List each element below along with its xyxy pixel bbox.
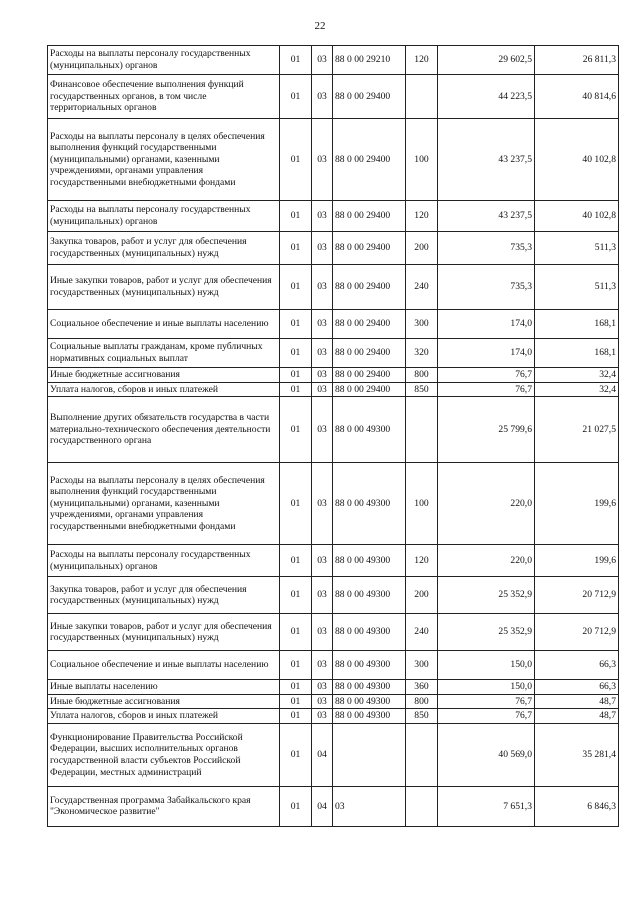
cell-name: Закупка товаров, работ и услуг для обеспечения государственных (муниципальных) нужд — [48, 577, 280, 614]
cell-pr: 04 — [312, 786, 333, 826]
cell-rz: 01 — [280, 232, 312, 265]
cell-vr: 800 — [406, 368, 438, 383]
cell-rz: 01 — [280, 368, 312, 383]
cell-pr: 03 — [312, 119, 333, 201]
cell-sum2: 48,7 — [535, 694, 619, 709]
table-row — [48, 46, 619, 75]
cell-vr: 800 — [406, 694, 438, 709]
table-row — [48, 680, 619, 695]
cell-csr: 88 0 00 29400 — [333, 265, 406, 310]
cell-pr: 04 — [312, 723, 333, 786]
cell-rz: 01 — [280, 397, 312, 463]
cell-vr: 850 — [406, 382, 438, 397]
cell-csr: 88 0 00 49300 — [333, 397, 406, 463]
cell-rz: 01 — [280, 614, 312, 651]
cell-csr: 88 0 00 49300 — [333, 709, 406, 724]
cell-csr: 88 0 00 49300 — [333, 694, 406, 709]
cell-sum1: 220,0 — [438, 463, 535, 545]
cell-name: Финансовое обеспечение выполнения функций государственных органов, в том числе территориальных органов — [48, 75, 280, 119]
cell-rz: 01 — [280, 709, 312, 724]
table-row — [48, 614, 619, 651]
cell-sum2: 66,3 — [535, 680, 619, 695]
cell-sum1: 76,7 — [438, 709, 535, 724]
cell-sum2: 21 027,5 — [535, 397, 619, 463]
cell-name: Иные бюджетные ассигнования — [48, 694, 280, 709]
cell-pr: 03 — [312, 463, 333, 545]
cell-pr: 03 — [312, 46, 333, 75]
cell-vr: 100 — [406, 463, 438, 545]
cell-csr: 88 0 00 29400 — [333, 119, 406, 201]
cell-rz: 01 — [280, 75, 312, 119]
cell-pr: 03 — [312, 694, 333, 709]
cell-sum1: 150,0 — [438, 651, 535, 680]
cell-sum2: 168,1 — [535, 310, 619, 339]
cell-sum1: 25 352,9 — [438, 614, 535, 651]
cell-csr: 88 0 00 29400 — [333, 368, 406, 383]
cell-sum2: 26 811,3 — [535, 46, 619, 75]
cell-sum1: 7 651,3 — [438, 786, 535, 826]
cell-rz: 01 — [280, 119, 312, 201]
cell-vr — [406, 75, 438, 119]
cell-name: Функционирование Правительства Российской Федерации, высших исполнительных органов государственной власти субъектов Российской Федерации, местных администраций — [48, 723, 280, 786]
cell-sum2: 66,3 — [535, 651, 619, 680]
cell-vr: 850 — [406, 709, 438, 724]
cell-rz: 01 — [280, 201, 312, 232]
cell-name: Уплата налогов, сборов и иных платежей — [48, 382, 280, 397]
cell-csr: 88 0 00 49300 — [333, 545, 406, 577]
cell-name: Социальное обеспечение и иные выплаты населению — [48, 651, 280, 680]
cell-sum1: 76,7 — [438, 382, 535, 397]
cell-rz: 01 — [280, 786, 312, 826]
cell-sum1: 174,0 — [438, 339, 535, 368]
cell-rz: 01 — [280, 577, 312, 614]
cell-name: Иные выплаты населению — [48, 680, 280, 695]
cell-rz: 01 — [280, 265, 312, 310]
cell-name: Расходы на выплаты персоналу государственных (муниципальных) органов — [48, 545, 280, 577]
cell-pr: 03 — [312, 382, 333, 397]
cell-sum1: 220,0 — [438, 545, 535, 577]
table-row — [48, 232, 619, 265]
cell-pr: 03 — [312, 614, 333, 651]
cell-csr: 88 0 00 49300 — [333, 577, 406, 614]
cell-rz: 01 — [280, 382, 312, 397]
cell-sum1: 150,0 — [438, 680, 535, 695]
cell-sum2: 199,6 — [535, 545, 619, 577]
cell-sum1: 40 569,0 — [438, 723, 535, 786]
table-row — [48, 119, 619, 201]
cell-pr: 03 — [312, 201, 333, 232]
cell-name: Расходы на выплаты персоналу государственных (муниципальных) органов — [48, 46, 280, 75]
cell-vr: 240 — [406, 265, 438, 310]
cell-vr: 300 — [406, 310, 438, 339]
cell-pr: 03 — [312, 577, 333, 614]
cell-sum2: 6 846,3 — [535, 786, 619, 826]
cell-rz: 01 — [280, 463, 312, 545]
cell-name: Расходы на выплаты персоналу государственных (муниципальных) органов — [48, 201, 280, 232]
table-row — [48, 709, 619, 724]
budget-table — [47, 45, 619, 827]
cell-vr: 120 — [406, 201, 438, 232]
cell-rz: 01 — [280, 545, 312, 577]
cell-name: Иные закупки товаров, работ и услуг для обеспечения государственных (муниципальных) нужд — [48, 614, 280, 651]
table-row — [48, 339, 619, 368]
cell-name: Расходы на выплаты персоналу в целях обеспечения выполнения функций государственными (муниципальными) органами, казенными учреждениями, органами управления государственными внебюджетными фондами — [48, 463, 280, 545]
cell-sum2: 40 102,8 — [535, 201, 619, 232]
cell-rz: 01 — [280, 694, 312, 709]
cell-pr: 03 — [312, 232, 333, 265]
table-row — [48, 651, 619, 680]
cell-sum1: 25 799,6 — [438, 397, 535, 463]
cell-csr: 88 0 00 49300 — [333, 680, 406, 695]
cell-csr: 88 0 00 29400 — [333, 339, 406, 368]
cell-csr: 03 — [333, 786, 406, 826]
cell-vr — [406, 723, 438, 786]
table-row — [48, 545, 619, 577]
cell-sum1: 44 223,5 — [438, 75, 535, 119]
cell-pr: 03 — [312, 339, 333, 368]
cell-vr: 240 — [406, 614, 438, 651]
table-row — [48, 382, 619, 397]
cell-rz: 01 — [280, 339, 312, 368]
cell-sum2: 511,3 — [535, 232, 619, 265]
table-row — [48, 265, 619, 310]
cell-csr: 88 0 00 29400 — [333, 232, 406, 265]
table-row — [48, 368, 619, 383]
cell-pr: 03 — [312, 545, 333, 577]
cell-vr: 200 — [406, 577, 438, 614]
cell-sum2: 199,6 — [535, 463, 619, 545]
table-row — [48, 577, 619, 614]
cell-name: Социальное обеспечение и иные выплаты населению — [48, 310, 280, 339]
table-row — [48, 310, 619, 339]
cell-sum2: 48,7 — [535, 709, 619, 724]
cell-pr: 03 — [312, 310, 333, 339]
cell-csr: 88 0 00 29400 — [333, 310, 406, 339]
cell-sum1: 735,3 — [438, 232, 535, 265]
cell-sum2: 35 281,4 — [535, 723, 619, 786]
cell-sum2: 511,3 — [535, 265, 619, 310]
cell-csr: 88 0 00 29400 — [333, 382, 406, 397]
cell-pr: 03 — [312, 709, 333, 724]
cell-vr — [406, 397, 438, 463]
cell-csr: 88 0 00 49300 — [333, 651, 406, 680]
cell-sum1: 29 602,5 — [438, 46, 535, 75]
cell-name: Государственная программа Забайкальского края "Экономическое развитие" — [48, 786, 280, 826]
cell-sum1: 76,7 — [438, 694, 535, 709]
cell-sum1: 43 237,5 — [438, 119, 535, 201]
cell-rz: 01 — [280, 46, 312, 75]
cell-sum1: 174,0 — [438, 310, 535, 339]
cell-csr: 88 0 00 29210 — [333, 46, 406, 75]
cell-csr — [333, 723, 406, 786]
cell-pr: 03 — [312, 397, 333, 463]
cell-rz: 01 — [280, 723, 312, 786]
cell-vr: 120 — [406, 545, 438, 577]
table-row — [48, 75, 619, 119]
cell-pr: 03 — [312, 680, 333, 695]
cell-vr: 320 — [406, 339, 438, 368]
cell-sum1: 76,7 — [438, 368, 535, 383]
cell-vr — [406, 786, 438, 826]
cell-vr: 100 — [406, 119, 438, 201]
cell-vr: 360 — [406, 680, 438, 695]
cell-sum2: 32,4 — [535, 368, 619, 383]
cell-sum2: 20 712,9 — [535, 614, 619, 651]
cell-name: Иные бюджетные ассигнования — [48, 368, 280, 383]
cell-name: Расходы на выплаты персоналу в целях обеспечения выполнения функций государственными (муниципальными) органами, казенными учреждениями, органами управления государственными внебюджетными фондами — [48, 119, 280, 201]
table-row — [48, 723, 619, 786]
cell-name: Социальные выплаты гражданам, кроме публичных нормативных социальных выплат — [48, 339, 280, 368]
cell-sum1: 25 352,9 — [438, 577, 535, 614]
cell-sum2: 40 814,6 — [535, 75, 619, 119]
cell-vr: 300 — [406, 651, 438, 680]
cell-sum1: 43 237,5 — [438, 201, 535, 232]
table-row — [48, 786, 619, 826]
cell-sum2: 32,4 — [535, 382, 619, 397]
cell-name: Выполнение других обязательств государства в части материально-технического обеспечения деятельности государственного органа — [48, 397, 280, 463]
table-row — [48, 201, 619, 232]
cell-name: Уплата налогов, сборов и иных платежей — [48, 709, 280, 724]
cell-name: Закупка товаров, работ и услуг для обеспечения государственных (муниципальных) нужд — [48, 232, 280, 265]
cell-sum2: 20 712,9 — [535, 577, 619, 614]
cell-csr: 88 0 00 29400 — [333, 201, 406, 232]
page-number: 22 — [314, 20, 326, 32]
cell-rz: 01 — [280, 310, 312, 339]
cell-sum1: 735,3 — [438, 265, 535, 310]
cell-pr: 03 — [312, 265, 333, 310]
cell-pr: 03 — [312, 651, 333, 680]
table-row — [48, 397, 619, 463]
cell-rz: 01 — [280, 680, 312, 695]
cell-vr: 120 — [406, 46, 438, 75]
cell-csr: 88 0 00 49300 — [333, 614, 406, 651]
cell-vr: 200 — [406, 232, 438, 265]
cell-csr: 88 0 00 49300 — [333, 463, 406, 545]
cell-name: Иные закупки товаров, работ и услуг для обеспечения государственных (муниципальных) нужд — [48, 265, 280, 310]
cell-pr: 03 — [312, 368, 333, 383]
table-row — [48, 463, 619, 545]
table-row — [48, 694, 619, 709]
cell-pr: 03 — [312, 75, 333, 119]
cell-sum2: 168,1 — [535, 339, 619, 368]
cell-rz: 01 — [280, 651, 312, 680]
cell-sum2: 40 102,8 — [535, 119, 619, 201]
cell-csr: 88 0 00 29400 — [333, 75, 406, 119]
